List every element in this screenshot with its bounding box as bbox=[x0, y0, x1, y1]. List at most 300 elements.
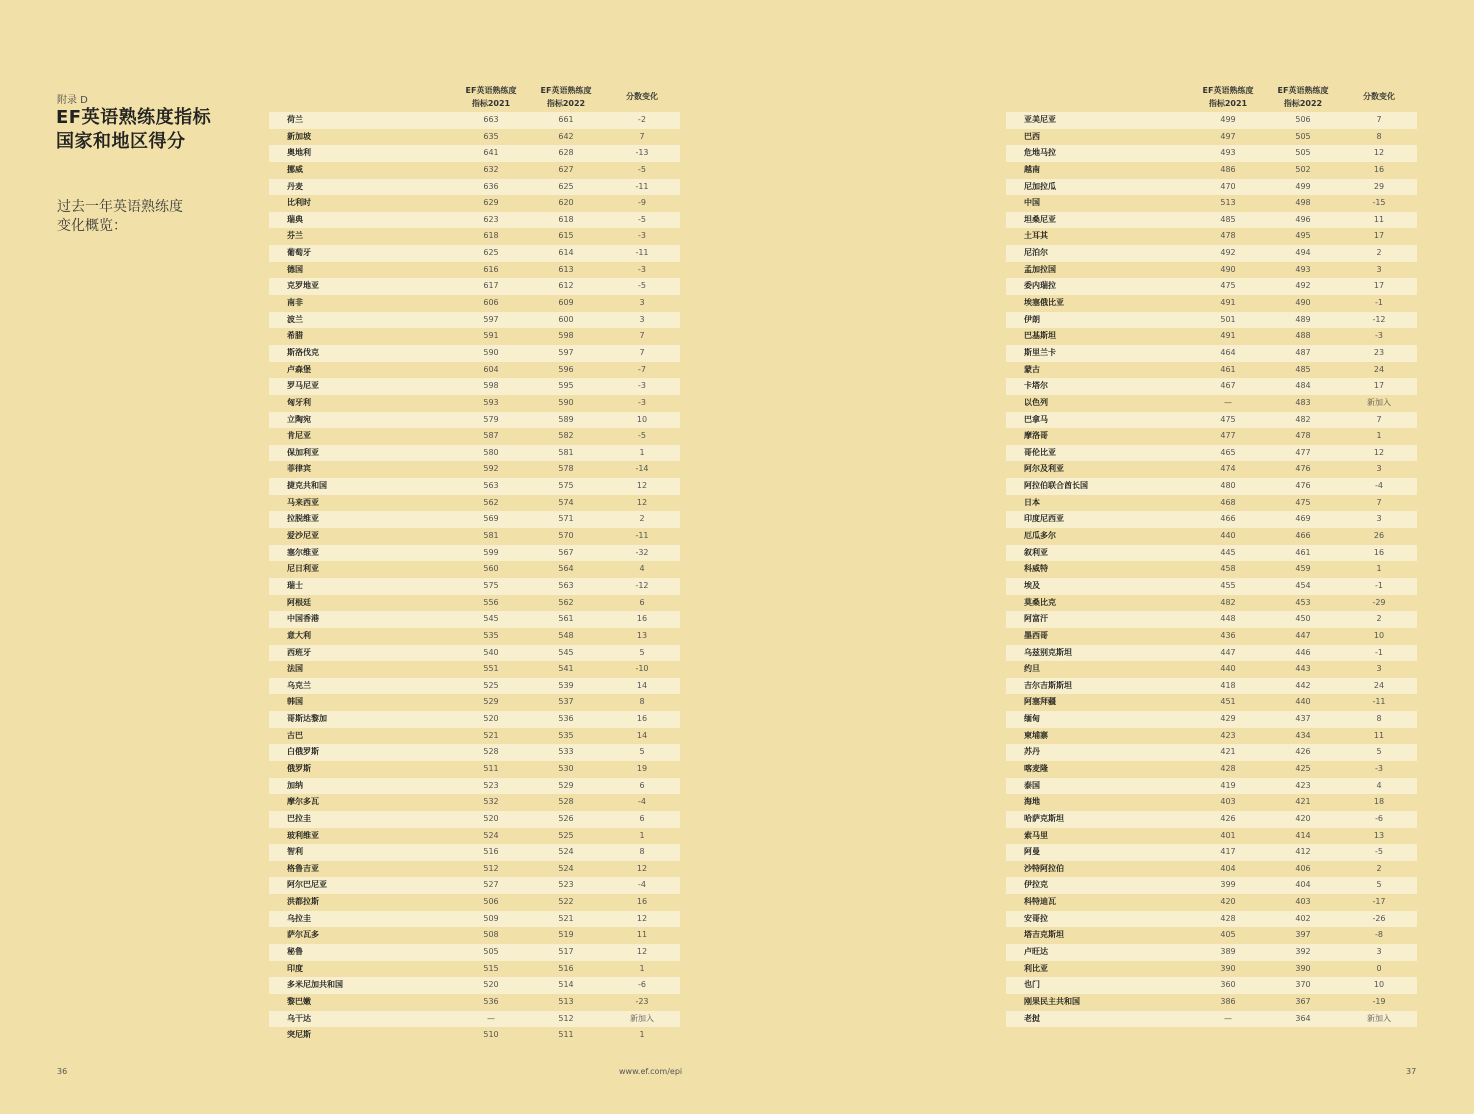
column-header-2022-line2: 指标2022 bbox=[546, 99, 586, 108]
country-name: 西班牙 bbox=[287, 647, 311, 657]
score-2022: 423 bbox=[1295, 780, 1311, 790]
score-2021: 419 bbox=[1220, 780, 1236, 790]
score-2021: 490 bbox=[1220, 264, 1236, 274]
score-2021: 360 bbox=[1220, 980, 1236, 990]
score-2021: 523 bbox=[483, 780, 499, 790]
country-name: 乌干达 bbox=[287, 1013, 311, 1023]
table-row bbox=[1006, 162, 1417, 179]
score-2022: 367 bbox=[1295, 996, 1311, 1006]
score-2021: 617 bbox=[483, 281, 499, 291]
score-change: -1 bbox=[1375, 298, 1383, 308]
country-name: 白俄罗斯 bbox=[287, 747, 319, 757]
score-change: 16 bbox=[636, 897, 648, 907]
score-2021: 540 bbox=[483, 647, 499, 657]
score-2021: 520 bbox=[483, 980, 499, 990]
country-name: 巴基斯坦 bbox=[1024, 331, 1056, 341]
country-name: 格鲁吉亚 bbox=[287, 863, 319, 873]
score-2021: 390 bbox=[1220, 963, 1236, 973]
score-2021: 529 bbox=[483, 697, 499, 707]
footer-url[interactable]: www.ef.com/epi bbox=[619, 1067, 683, 1076]
score-table-right bbox=[1006, 84, 1417, 1023]
score-2022: 506 bbox=[1295, 115, 1311, 124]
score-2022: 453 bbox=[1295, 597, 1311, 607]
table-row bbox=[1006, 328, 1417, 345]
country-name: 印度 bbox=[287, 963, 303, 973]
score-2021: 632 bbox=[483, 164, 499, 174]
score-2021: 515 bbox=[483, 963, 499, 973]
score-change: 10 bbox=[636, 414, 648, 424]
score-2022: 412 bbox=[1295, 847, 1311, 857]
table-row bbox=[1006, 378, 1417, 395]
score-2021: 403 bbox=[1220, 797, 1236, 807]
score-change: 26 bbox=[1373, 531, 1385, 541]
country-name: 保加利亚 bbox=[287, 447, 319, 457]
table-row bbox=[269, 678, 680, 695]
score-change: -11 bbox=[635, 531, 649, 541]
country-name: 埃及 bbox=[1024, 580, 1040, 590]
score-2021: 580 bbox=[483, 447, 499, 457]
column-header-2021-line1: EF英语熟练度 bbox=[1202, 86, 1254, 95]
country-name: 多米尼加共和国 bbox=[287, 980, 343, 990]
score-2022: 478 bbox=[1295, 431, 1311, 441]
score-2022: 539 bbox=[558, 680, 574, 690]
score-2021: 451 bbox=[1220, 697, 1236, 707]
table-row bbox=[1006, 794, 1417, 811]
score-change: 1 bbox=[639, 830, 645, 840]
country-name: 阿根廷 bbox=[287, 597, 311, 607]
score-2022: 595 bbox=[558, 381, 574, 391]
country-name: 阿拉伯联合酋长国 bbox=[1024, 481, 1088, 491]
country-name: 斯洛伐克 bbox=[287, 347, 319, 357]
table-row bbox=[269, 1011, 680, 1028]
score-change: -15 bbox=[1372, 198, 1386, 208]
score-2021: 563 bbox=[483, 481, 499, 491]
table-body bbox=[269, 112, 680, 1044]
score-2022: 642 bbox=[558, 131, 574, 141]
score-change: 29 bbox=[1373, 181, 1385, 191]
column-header-2022-line1: EF英语熟练度 bbox=[1277, 86, 1329, 95]
score-2021: 591 bbox=[483, 331, 499, 341]
score-2022: 461 bbox=[1295, 547, 1311, 557]
table-row bbox=[269, 628, 680, 645]
column-header-2021-line1: EF英语熟练度 bbox=[465, 86, 517, 95]
score-2021: 405 bbox=[1220, 930, 1236, 940]
table-row bbox=[269, 461, 680, 478]
table-row bbox=[269, 611, 680, 628]
country-name: 罗马尼亚 bbox=[287, 381, 319, 391]
score-2022: 600 bbox=[558, 314, 574, 324]
score-2021: 581 bbox=[483, 531, 499, 541]
score-2021: 428 bbox=[1220, 913, 1236, 923]
table-row bbox=[269, 711, 680, 728]
table-row bbox=[269, 228, 680, 245]
score-change: -11 bbox=[1372, 697, 1386, 707]
score-2022: 596 bbox=[558, 364, 574, 374]
score-2022: 437 bbox=[1295, 714, 1311, 724]
score-change: 1 bbox=[1376, 431, 1382, 441]
score-2021: 508 bbox=[483, 930, 499, 940]
country-name: 阿尔巴尼亚 bbox=[287, 880, 327, 890]
country-name: 科特迪瓦 bbox=[1024, 897, 1056, 907]
country-name: 希腊 bbox=[287, 331, 303, 341]
score-2021: 492 bbox=[1220, 248, 1236, 258]
score-2022: 502 bbox=[1295, 164, 1311, 174]
table-row bbox=[1006, 811, 1417, 828]
score-change: 16 bbox=[636, 614, 648, 624]
score-2022: 517 bbox=[558, 947, 574, 957]
country-name: 瑞士 bbox=[287, 580, 303, 590]
country-name: 阿塞拜疆 bbox=[1024, 697, 1056, 707]
score-change: -3 bbox=[638, 397, 646, 407]
table-row bbox=[269, 295, 680, 312]
table-row bbox=[1006, 678, 1417, 695]
score-change: 3 bbox=[1376, 464, 1382, 474]
table-header bbox=[269, 84, 680, 112]
score-2021: 491 bbox=[1220, 298, 1236, 308]
subtitle-line-1: 过去一年英语熟练度 bbox=[57, 199, 183, 215]
score-2022: 562 bbox=[558, 597, 574, 607]
score-2022: 397 bbox=[1295, 930, 1311, 940]
score-change: -23 bbox=[635, 996, 649, 1006]
table-row bbox=[269, 944, 680, 961]
score-2021: 532 bbox=[483, 797, 499, 807]
score-change: 12 bbox=[636, 497, 648, 507]
score-2021: 625 bbox=[483, 248, 499, 258]
country-name: 斯里兰卡 bbox=[1024, 347, 1056, 357]
score-change: 12 bbox=[1373, 447, 1385, 457]
page-number-left: 36 bbox=[57, 1067, 68, 1076]
country-name: 尼加拉瓜 bbox=[1024, 181, 1056, 191]
country-name: 马来西亚 bbox=[287, 497, 319, 507]
column-header-2022-line2: 指标2022 bbox=[1283, 99, 1323, 108]
table-row bbox=[1006, 395, 1417, 412]
table-row bbox=[269, 412, 680, 429]
score-2021: 447 bbox=[1220, 647, 1236, 657]
table-row bbox=[1006, 362, 1417, 379]
score-2022: 525 bbox=[558, 830, 574, 840]
score-change: 5 bbox=[1376, 880, 1382, 890]
score-2021: 616 bbox=[483, 264, 499, 274]
country-name: 越南 bbox=[1024, 164, 1040, 174]
score-change: 23 bbox=[1373, 347, 1385, 357]
score-change: 2 bbox=[639, 514, 645, 524]
score-2021: 516 bbox=[483, 847, 499, 857]
score-change: -29 bbox=[1372, 597, 1386, 607]
appendix-label: 附录 D bbox=[57, 95, 88, 106]
table-row bbox=[269, 927, 680, 944]
table-row bbox=[269, 528, 680, 545]
score-change: 19 bbox=[636, 763, 648, 773]
score-change: -10 bbox=[635, 664, 649, 674]
column-header-2021-line2: 指标2021 bbox=[1208, 99, 1248, 108]
score-2021: 428 bbox=[1220, 763, 1236, 773]
score-change: 新加入 bbox=[1367, 1013, 1391, 1023]
score-change: -3 bbox=[1375, 763, 1383, 773]
score-2022: 615 bbox=[558, 231, 574, 241]
score-change: 10 bbox=[1373, 630, 1385, 640]
country-name: 约旦 bbox=[1024, 664, 1040, 674]
table-row bbox=[1006, 295, 1417, 312]
score-change: 7 bbox=[1376, 414, 1382, 424]
score-2021: 386 bbox=[1220, 996, 1236, 1006]
score-2022: 528 bbox=[558, 797, 574, 807]
country-name: 比利时 bbox=[287, 198, 311, 208]
score-2022: 590 bbox=[558, 397, 574, 407]
score-2022: 496 bbox=[1295, 214, 1311, 224]
table-row bbox=[1006, 861, 1417, 878]
score-2021: 477 bbox=[1220, 431, 1236, 441]
table-row bbox=[1006, 578, 1417, 595]
table-row bbox=[269, 245, 680, 262]
score-2021: 527 bbox=[483, 880, 499, 890]
score-2021: 593 bbox=[483, 397, 499, 407]
table-row bbox=[1006, 461, 1417, 478]
table-row bbox=[1006, 445, 1417, 462]
country-name: 海地 bbox=[1024, 797, 1040, 807]
country-name: 坦桑尼亚 bbox=[1024, 214, 1056, 224]
table-row bbox=[1006, 245, 1417, 262]
table-row bbox=[1006, 744, 1417, 761]
score-2021: 606 bbox=[483, 298, 499, 308]
score-2022: 421 bbox=[1295, 797, 1311, 807]
score-change: 8 bbox=[1376, 714, 1382, 724]
table-row bbox=[269, 811, 680, 828]
score-2022: 495 bbox=[1295, 231, 1311, 241]
table-row bbox=[269, 961, 680, 978]
score-change: 14 bbox=[636, 730, 648, 740]
score-2022: 571 bbox=[558, 514, 574, 524]
score-2021: 466 bbox=[1220, 514, 1236, 524]
table-row bbox=[269, 894, 680, 911]
score-2022: 578 bbox=[558, 464, 574, 474]
country-name: 委内瑞拉 bbox=[1024, 281, 1056, 291]
score-change: 7 bbox=[639, 331, 645, 341]
table-row bbox=[269, 911, 680, 928]
score-2021: 493 bbox=[1220, 148, 1236, 158]
score-change: 2 bbox=[1376, 614, 1382, 624]
score-2022: 403 bbox=[1295, 897, 1311, 907]
score-change: -5 bbox=[638, 164, 646, 174]
score-change: 11 bbox=[1373, 214, 1385, 224]
score-change: 4 bbox=[1376, 780, 1382, 790]
score-2021: 404 bbox=[1220, 863, 1236, 873]
score-2021: 636 bbox=[483, 181, 499, 191]
score-2022: 535 bbox=[558, 730, 574, 740]
score-2021: 480 bbox=[1220, 481, 1236, 491]
country-name: 德国 bbox=[287, 264, 303, 274]
score-2021: 590 bbox=[483, 347, 499, 357]
score-change: 12 bbox=[636, 913, 648, 923]
score-2021: 445 bbox=[1220, 547, 1236, 557]
country-name: 阿尔及利亚 bbox=[1024, 464, 1064, 474]
country-name: 吉尔吉斯斯坦 bbox=[1024, 680, 1072, 690]
score-change: 11 bbox=[1373, 730, 1385, 740]
score-change: -4 bbox=[638, 880, 646, 890]
score-change: 7 bbox=[1376, 497, 1382, 507]
score-2022: 628 bbox=[558, 148, 574, 158]
score-change: -14 bbox=[635, 464, 649, 474]
score-2021: 512 bbox=[483, 863, 499, 873]
score-2021: 618 bbox=[483, 231, 499, 241]
score-change: 1 bbox=[1376, 564, 1382, 574]
table-row bbox=[1006, 179, 1417, 196]
table-row bbox=[269, 1027, 680, 1044]
country-name: 沙特阿拉伯 bbox=[1024, 863, 1064, 873]
table-row bbox=[1006, 911, 1417, 928]
score-2021: 545 bbox=[483, 614, 499, 624]
score-2022: 598 bbox=[558, 331, 574, 341]
score-change: 7 bbox=[639, 347, 645, 357]
score-2021: 629 bbox=[483, 198, 499, 208]
table-row bbox=[269, 545, 680, 562]
score-change: 1 bbox=[639, 1030, 645, 1040]
table-row bbox=[269, 511, 680, 528]
score-2021: 509 bbox=[483, 913, 499, 923]
country-name: 玻利维亚 bbox=[287, 830, 319, 840]
score-2021: 486 bbox=[1220, 164, 1236, 174]
title-line-2: 国家和地区得分 bbox=[56, 131, 186, 152]
table-row bbox=[1006, 628, 1417, 645]
score-2022: 505 bbox=[1295, 148, 1311, 158]
score-2021: 465 bbox=[1220, 447, 1236, 457]
score-2021: 482 bbox=[1220, 597, 1236, 607]
table-row bbox=[269, 744, 680, 761]
country-name: 巴西 bbox=[1024, 131, 1040, 141]
score-change: 5 bbox=[639, 647, 645, 657]
country-name: 法国 bbox=[287, 664, 303, 674]
country-name: 科威特 bbox=[1024, 564, 1048, 574]
country-name: 柬埔寨 bbox=[1024, 730, 1048, 740]
table-row bbox=[269, 362, 680, 379]
score-2022: 392 bbox=[1295, 947, 1311, 957]
score-change: 24 bbox=[1373, 364, 1385, 374]
score-change: 12 bbox=[636, 863, 648, 873]
table-row bbox=[1006, 545, 1417, 562]
score-change: 3 bbox=[639, 314, 645, 324]
column-header-2022 bbox=[529, 84, 603, 110]
country-name: 以色列 bbox=[1024, 397, 1048, 407]
score-change: -9 bbox=[638, 198, 646, 208]
country-name: 摩尔多瓦 bbox=[287, 797, 319, 807]
score-2022: 536 bbox=[558, 714, 574, 724]
score-2021: 440 bbox=[1220, 531, 1236, 541]
score-change: 7 bbox=[639, 131, 645, 141]
table-row bbox=[269, 828, 680, 845]
table-row bbox=[1006, 511, 1417, 528]
score-change: -26 bbox=[1372, 913, 1386, 923]
score-2022: 475 bbox=[1295, 497, 1311, 507]
score-2021: 511 bbox=[483, 763, 499, 773]
country-name: 卢森堡 bbox=[287, 364, 311, 374]
table-row bbox=[269, 495, 680, 512]
score-change: -3 bbox=[638, 381, 646, 391]
table-row bbox=[1006, 528, 1417, 545]
column-header-2022-line1: EF英语熟练度 bbox=[540, 86, 592, 95]
score-2022: 482 bbox=[1295, 414, 1311, 424]
subtitle bbox=[57, 198, 227, 236]
score-2021: 598 bbox=[483, 381, 499, 391]
table-row bbox=[1006, 994, 1417, 1011]
score-2022: 447 bbox=[1295, 630, 1311, 640]
table-row bbox=[269, 212, 680, 229]
table-row bbox=[269, 195, 680, 212]
score-2021: 478 bbox=[1220, 231, 1236, 241]
table-row bbox=[1006, 262, 1417, 279]
country-name: 韩国 bbox=[287, 697, 303, 707]
country-name: 也门 bbox=[1024, 980, 1040, 990]
country-name: 中国香港 bbox=[287, 614, 319, 624]
country-name: 巴拉圭 bbox=[287, 813, 311, 823]
score-2021: 569 bbox=[483, 514, 499, 524]
country-name: 叙利亚 bbox=[1024, 547, 1048, 557]
score-2021: 551 bbox=[483, 664, 499, 674]
table-row bbox=[269, 162, 680, 179]
score-change: -13 bbox=[635, 148, 649, 158]
score-2022: 545 bbox=[558, 647, 574, 657]
score-2022: 530 bbox=[558, 763, 574, 773]
score-change: 13 bbox=[1373, 830, 1385, 840]
score-2021: 524 bbox=[483, 830, 499, 840]
country-name: 肯尼亚 bbox=[287, 431, 311, 441]
table-row bbox=[269, 129, 680, 146]
score-2021: 604 bbox=[483, 364, 499, 374]
score-2022: 516 bbox=[558, 963, 574, 973]
country-name: 老挝 bbox=[1024, 1013, 1040, 1023]
score-change: 5 bbox=[639, 747, 645, 757]
country-name: 挪威 bbox=[287, 164, 303, 174]
country-name: 阿富汗 bbox=[1024, 614, 1048, 624]
score-change: 4 bbox=[639, 564, 645, 574]
column-header-change: 分数变化 bbox=[1363, 92, 1395, 101]
score-2022: 514 bbox=[558, 980, 574, 990]
score-change: 11 bbox=[636, 930, 648, 940]
score-2022: 521 bbox=[558, 913, 574, 923]
score-2022: 406 bbox=[1295, 863, 1311, 873]
country-name: 新加坡 bbox=[287, 131, 311, 141]
score-2021: 474 bbox=[1220, 464, 1236, 474]
score-2021: 520 bbox=[483, 714, 499, 724]
score-change: -11 bbox=[635, 181, 649, 191]
country-name: 乌拉圭 bbox=[287, 913, 311, 923]
table-row bbox=[1006, 611, 1417, 628]
score-2022: 494 bbox=[1295, 248, 1311, 258]
score-change: 8 bbox=[639, 847, 645, 857]
table-row bbox=[1006, 478, 1417, 495]
score-2021: 475 bbox=[1220, 281, 1236, 291]
table-row bbox=[1006, 894, 1417, 911]
country-name: 埃塞俄比亚 bbox=[1024, 298, 1064, 308]
score-2022: 526 bbox=[558, 813, 574, 823]
score-2022: 537 bbox=[558, 697, 574, 707]
score-2022: 476 bbox=[1295, 464, 1311, 474]
score-2021: 506 bbox=[483, 897, 499, 907]
table-row bbox=[269, 861, 680, 878]
score-2022: 519 bbox=[558, 930, 574, 940]
score-2022: 364 bbox=[1295, 1013, 1311, 1023]
score-change: 3 bbox=[1376, 264, 1382, 274]
score-2022: 446 bbox=[1295, 647, 1311, 657]
country-name: 危地马拉 bbox=[1024, 148, 1056, 158]
country-name: 孟加拉国 bbox=[1024, 264, 1056, 274]
country-name: 葡萄牙 bbox=[287, 248, 311, 258]
score-2021: 635 bbox=[483, 131, 499, 141]
score-change: 8 bbox=[639, 697, 645, 707]
table-row bbox=[269, 595, 680, 612]
score-2022: 499 bbox=[1295, 181, 1311, 191]
score-2022: 466 bbox=[1295, 531, 1311, 541]
score-table-left bbox=[269, 84, 680, 1040]
score-change: 14 bbox=[636, 680, 648, 690]
